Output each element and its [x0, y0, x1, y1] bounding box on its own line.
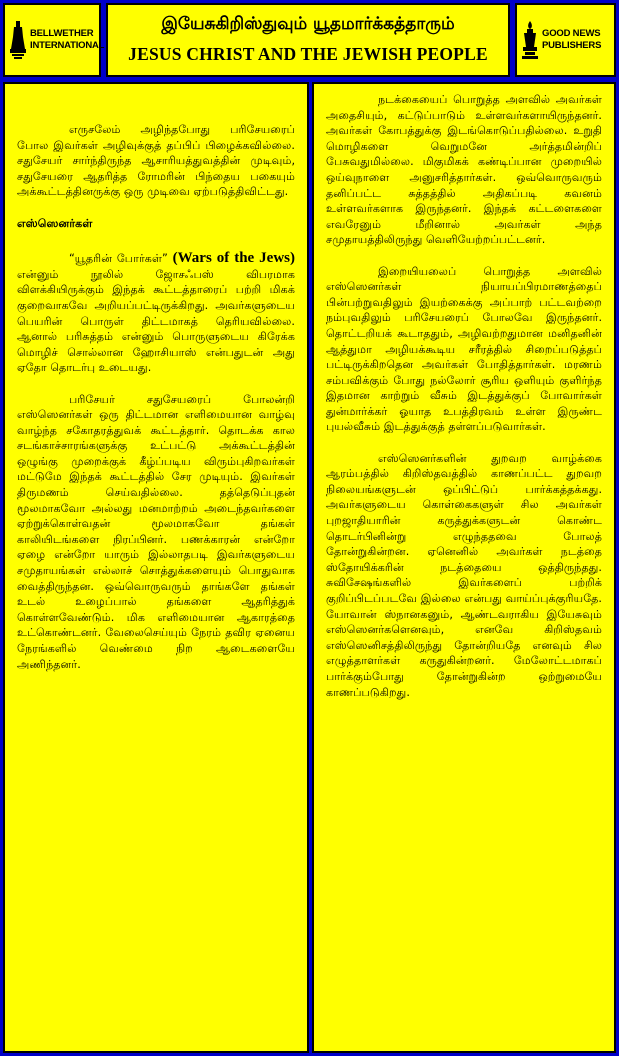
left-column [3, 82, 309, 1053]
left-paragraph-2 [17, 251, 295, 376]
good-news-logo-box [515, 3, 616, 77]
right-column [312, 82, 616, 1053]
left-paragraph-3: பரிசேயர் சதுசேயரைப் போலன்றி எஸ்ஸெனர்கள் ஒரு திட்டமான எளிமையான வாழ்வு வாழ்ந்த சகோதரத்துவக் கூட்டத்தார். தொடக்க கால சடங்காச்சாரங்களுக்கு உட்பட்டு அக்கூட்டத்தின் ஒழுங்கு முறைக்குக் கீழ்ப்படிய விரும்புகிறவர்கள் மட்டுமே இந்தக் கூட்டத்தில் சேர முடியும். இவர்கள் திருமணம் செய்வதில்லை. தத்தெடுப்புதன் மூலமாகவோ அல்லது மனமாற்றம் அடைந்தவர்களை ஏற்றுக்கொள்வதன் மூலமாகவோ தங்கள் காலியிடங்களை நிரப்பினர். பணக்காரன் என்றோ ஏழை என்றோ யாரும் இல்லாதபடி இவர்களுடைய சமுதாயங்கள் எல்லாச் சொத்துக்களையும் பொதுவாக வைத்திருந்தன. ஒவ்வொருவரும் தாங்களே தங்கள் உடல் உழைப்பால் தங்களை ஆதரித்துக் கொள்ளவேண்டும். மிக எளிமையான ஆகாரத்தை உட்கொண்டனர். வேலைசெய்யும் நேரம் தவிர ஏனைய நேரங்களில் வெண்மை நிற ஆடைகளையே அணிந்தனர். [17, 392, 295, 671]
title-box [106, 3, 510, 77]
wars-of-the-jews: (Wars of the Jews) [172, 250, 295, 267]
right-paragraph-2: இறையியலைப் பொறுத்த அளவில் எஸ்ஸெனர்கள் நியாயப்பிரமாணத்தைப் பின்பற்றுவதிலும் இயற்கைக்கு அப்பாற் பட்டவற்றை நம்புவதிலும் பரிசேயரைப் போலவே இருந்தனர். தொட்டறியக் கூடாததும், அழிவற்றதுமான மனிதனின் ஆத்துமா அழியக்கூடிய சரீரத்தில் சிறைப்படுத்தப் பட்டிருக்கிறதென அவர்கள் போதித்தார்கள். மரணம் சம்பவிக்கும் போது நல்லோர் சூரிய ஒளியும் குளிர்ந்த இதமான காற்றும் வீசும் இடத்துக்குப் போவார்கள் துன்மார்க்கர் ஓயாத உபத்திரவம் உள்ள இருண்ட புயல்வீசும் இடத்துக்குத் தள்ளப்படுவார்கள். [326, 264, 602, 434]
left-paragraph-1: எருசலேம் அழிந்தபோது பரிசேயரைப் போல இவர்கள் அழிவுக்குத் தப்பிப் பிழைக்கவில்லை. சதுசேயர் சார்ந்திருந்த ஆசாரியத்துவத்தின் முடிவும், சதுசேயரை ஆதரித்த ரோமரின் பிந்தைய பகையும் அக்கூட்டத்தினருக்கு ஒரு முடிவை ஏற்படுத்திவிட்டது. [17, 123, 295, 199]
sheep-bell-icon [9, 19, 27, 61]
page-title-english: JESUS CHRIST AND THE JEWISH PEOPLE [128, 44, 488, 64]
wars-title-quote: “யூதரின் போர்கள்” [69, 252, 173, 266]
bellwether-logo-text: BELLWETHER INTERNATIONAL [30, 28, 105, 51]
right-paragraph-1: நடக்கையைப் பொறுத்த அளவில் அவர்கள் அதைசியும், கட்டுப்பாடும் உள்ளவர்களாயிருந்தனர். அவர்கள் கோபத்துக்கு இடங்கொடுப்பதில்லை. உறுதி மொழிகளை வெறுமனே அர்த்தமின்றிப் பேசுவதுமில்லை. மிகுமிகக் கண்டிப்பான முறையில் ஒய்வுநாளை அனுசரித்தார்கள். ஒவ்வொருவரும் தனிப்பட்ட சுத்தத்தில் அதிகப்படி கவனம் உள்ளவர்களாக இருந்தனர். இந்தக் கட்டளைகளை எவரேனும் மீறினால் அவர்கள் அந்த சமுதாயத்திலிருந்து வெளியேற்றப்பட்டனர். [326, 93, 602, 247]
section-heading-essenes: எஸ்ஸெனர்கள் [17, 216, 93, 230]
good-news-logo-text: GOOD NEWS PUBLISHERS [542, 28, 602, 51]
left-paragraph-2-body: என்னும் நூலில் ஜோசஃபஸ் விபரமாக விளக்கியிருக்கும் இந்தக் கூட்டத்தாரைப் பற்றி மிகக் குறைவாகவே அறியப்பட்டிருக்கிறது. அவர்களுடைய பெயரின் பொருள் திட்டமாகத் தெரியவில்லை. ஆனால் பரிசுத்தம் என்னும் பொருளுடைய கிரேக்க மொழிச் சொல்லான ஹோசியாஸ் என்பதுடன் அது ஏதோ தொடர்பு உடையது. [17, 267, 295, 375]
right-paragraph-3: எஸ்ஸெனர்களின் துறவற வாழ்க்கை ஆரம்பத்தில் கிறிஸ்தவத்தில் காணப்பட்ட துறவற நிலையங்களுடன் ஒப்பிட்டுப் பார்க்கத்தக்கது. அவர்களுடைய கொள்கைகளுள் சில அவர்கள் புறஜாதியாரின் கருத்துக்களுடன் கொண்ட தொடர்பினின்று எழுந்ததவை போலத் தோன்றுகின்றன. ஏனெனில் அவர்கள் நடத்தை ஸ்தோயிக்கரின் நடத்தையை ஒத்திருந்தது. சுவிசேஷங்களில் இவர்களைப் பற்றிக் குறிப்பிடப்படவே இல்லை என்பது வாய்ப்புக்குரியதே. யோவான் ஸ்நானகனும், ஆண்டவராகிய இயேசுவும் எஸ்ஸெனர்களெனவும், எனவே கிறிஸ்தவம் எஸ்ஸெனிசத்திலிருந்து தோன்றியதே எனவும் சில எழுத்தாளர்கள் கருதுகின்றனர். மேலோட்டமாகப் பார்க்கும்போது தோன்றுகின்ற ஒற்றுமையே காணப்படுகிறது. [326, 451, 602, 699]
page-title-tamil: இயேசுகிறிஸ்துவும் யூதமார்க்கத்தாரும் [161, 14, 455, 34]
bellwether-logo-box [3, 3, 105, 77]
lamp-icon [521, 19, 539, 61]
